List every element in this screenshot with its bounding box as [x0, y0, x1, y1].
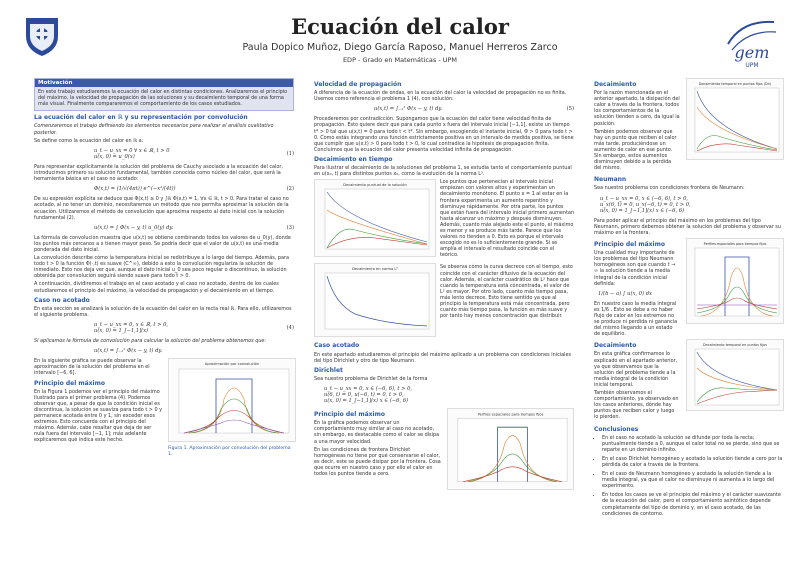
paragraph: Comenzaremos el trabajo definiendo los elementos necesarios para realizar el análisis cualitativo posterior.: [34, 123, 274, 136]
paragraph: Por la razón mencionada en el anterior apartado, la disipación del calor a través de la frontera, todos los comportamientos de la solución tienden a cero, da igual la posición.: [594, 90, 680, 127]
paragraph: En esta gráfica confirmamos lo explicado en el apartado anterior, ya que observamos que la solución del problema tiende a la media integral de la condición inicial temporal.: [594, 351, 678, 388]
subheading-max-principle: Principio del máximo: [34, 379, 105, 387]
dirichlet-row: [314, 408, 574, 490]
paragraph: De su expresión explícita se deduce que Φ(x,t) ≥ 0 y ∫ℝ Φ(x,t) = 1, ∀x ∈ ℝ, t > 0. Para tratar el caso no acotado, al no tener un dominio, necesitaremos un método que nos permita aproximar la solución de la ecuación. Utilizaremos el método de convolución que aproxima respecto al dato inicial con la solución fundamental (2).: [34, 196, 289, 221]
poster-authors: Paula Dopico Muñoz, Diego García Raposo, Manuel Herreros Zarco: [242, 42, 558, 53]
equation-1: u_t − u_xx = 0 ∀ x ∈ ℝ, t > 0 u(x, 0) = u_0(x) (1): [94, 147, 294, 160]
figure-7-neumann-decay: [686, 339, 784, 411]
paragraph: En nuestro caso la media integral es 1/6 . Esto se debe a no haber flujo de calor en los extremos no se produce ni perdida ni ganancia del mismo llegando a un estado de equilibrio.: [594, 300, 678, 338]
dirichlet-decay-row: [594, 78, 784, 173]
equation-2: Φ(x,t) = (1/√(4πt)) e^(−x²/(4t)) (2): [94, 186, 294, 193]
max-principle-row: [34, 358, 294, 458]
paragraph: En la Figura 1 podemos ver el principio del máximo ilustrado para el primer problema (4). Podemos observar que, a pesar de que la condición inicial es discontinua, la solución se suaviza para todo t > 0 y permanece acotada entre 0 y 1, sin exceder esos extremos. Esto concuerda con el principio del máximo. Además, cabe resaltar que deja de ser nula fuera del intervalo [−1, 1]; más adelante explicaremos qué indica este hecho.: [34, 388, 163, 444]
neumann-decay-row: [594, 339, 784, 422]
svg-text:Aproximación por convolución: Aproximación por convolución: [204, 362, 260, 367]
equation-6: u(x,t) = ∫₋₁¹ Φ(x − y, t) dy. (5): [374, 106, 574, 113]
subheading-dirichlet: Dirichlet: [314, 366, 343, 374]
neumann-row: [594, 238, 784, 339]
paragraph: Se observa cómo la curva decrece con el tiempo, esto coincide con el carácter difusivo de la ecuación del calor. Además, el carácter cuadrático de L² hace que cuando la temperatura está concentrada, el valor de L² es mayor. Por otro lado, cuanto más tiempo pasa, más lento decrece. Esto tiene sentido ya que al principio la temperatura está más concentrada, pero cuanto más tiempo pasa, la función es más suave y por tanto hay menos concentración que distribuir.: [440, 264, 573, 320]
paragraph: En esta sección se analizará la solución de la ecuación del calor en la recta real ℝ. Para ello, utilizaremos el siguiente problema.: [34, 305, 292, 318]
svg-text:UPM: UPM: [745, 62, 759, 69]
paragraph: Se define como la ecuación del calor en ℝ a:: [34, 137, 144, 144]
svg-text:gem: gem: [734, 43, 770, 62]
column-middle: [314, 78, 574, 490]
figure-1-caption: Figura 1. Aproximación por convolución del problema 1.: [168, 446, 291, 458]
figure-1-convolution-plot: [168, 358, 296, 442]
motivation-box: [34, 78, 294, 111]
motivation-text: En este trabajo estudiaremos la ecuación del calor en distintas condiciones. Analizaremos el principio del máximo, la velocidad de propagación de las soluciones y su decaimiento temporal de una forma más visual. Finalmente compararemos el comportamiento de los casos estudiados.: [38, 89, 288, 108]
figure-5-dirichlet-decay: [686, 78, 784, 160]
list-item: • En el caso no acotado la solución se difunde por toda la recta; puntualmente tiende a 0, aunque el calor total no se pierde, sino que se reparte en un dominio infinito.: [602, 435, 784, 453]
gem-upm-logo: [722, 14, 782, 70]
subheading-decay: Decaimiento: [594, 342, 637, 350]
list-item: • En todos los casos se ve el principio del máximo y el carácter suavizante de la ecuación del calor, pero el comportamiento asintótico depende completamente del tipo de dominio y, en el caso acotado, de las condiciones de contorno.: [602, 492, 784, 516]
svg-text:Decaimiento en norma L²: Decaimiento en norma L²: [352, 267, 398, 272]
svg-text:Decaimiento temporal en puntos: Decaimiento temporal en puntos fijos (Dir): [698, 82, 772, 86]
paragraph: Sea nuestro problema con condiciones frontera de Neumann:: [594, 185, 745, 192]
section-heading-propagation-speed: Velocidad de propagación: [314, 81, 402, 88]
paragraph: También observamos el comportamiento, ya observado en los casos anteriores, dónde hay puntos que reciben calor y luego lo pierden.: [594, 390, 679, 421]
motivation-heading: Motivación: [35, 79, 293, 87]
poster-affiliation: EDP - Grado en Matemáticas - UPM: [342, 56, 458, 64]
equation-4: u_t − u_xx = 0, x ∈ ℝ, t > 0, u(x, 0) = 1_[−1,1](x) (4): [94, 321, 294, 334]
equation-3: u(x,t) = ∫ Φ(x − y, t) u_0(y) dy. (3): [94, 224, 294, 231]
paragraph: Sea nuestro problema de Dirichlet de la forma: [314, 375, 428, 382]
svg-text:Perfiles espaciales para tiemp: Perfiles espaciales para tiempos fijos: [477, 412, 544, 417]
paragraph: La convolución describe cómo la temperatura inicial se redistribuye a lo largo del tiempo. Además, para todo t > 0 la función Φ(·,t) es suave (C^∞), debido a esto la convolución regulariza la solución de inmediato. Esto nos deja ver que, aunque el dato inicial u_0 sea poco regular o discontinuo, la solución obtenida por convolución seguirá siendo suave para todo t > 0.: [34, 255, 290, 280]
column-left: [34, 78, 294, 459]
subheading-neumann: Neumann: [594, 176, 627, 184]
column-right: [594, 78, 784, 520]
list-item: • En el caso Dirichlet homogéneo y acotado la solución tiende a cero por la pérdida de calor a través de la frontera.: [602, 456, 784, 468]
subheading-decay: Decaimiento: [594, 81, 637, 88]
equation-9: 1/(b − a) ∫ u(x, 0) dx: [598, 290, 652, 297]
poster-title: Ecuación del calor: [291, 14, 509, 39]
paragraph: La fórmula de convolución muestra que u(x,t) se obtiene combinando todos los valores de u_0(y), donde los puntos más cercanos a x tienen mayor peso. Se podría decir que el valor de u(x,t) es una media ponderada del dato inicial.: [34, 234, 291, 253]
paragraph: En la siguiente gráfica se puede observar la aproximación de la solución del problema en el intervalo [−6, 6].: [34, 358, 150, 377]
paragraph: En este apartado estudiaremos el principio del máximo aplicado a un problema con condiciones iniciales del tipo Dirichlet y otro de tipo Neumann.: [314, 351, 572, 364]
paragraph: Para poder aplicar el principio del máximo en los problemas del tipo Neumann, primero debemos obtener la solución del problema y observar su máximo en la frontera.: [594, 217, 781, 236]
paragraph: En las condiciones de frontera Dirichlet homogéneas no tiene por qué conservarse el calor, es decir, este se puede disipar por la frontera. Cosa que ocurre en nuestro caso y por ello el calor en todos los puntos tiende a cero.: [314, 446, 441, 477]
svg-text:Perfiles espaciales para tiemp: Perfiles espaciales para tiempos fijos: [703, 242, 767, 247]
section-heading-bounded: Caso acotado: [314, 342, 360, 350]
paragraph: También podemos observar que hay un punto que reciben el calor más tarde, produciéndose un aumento de calor en ese punto. Sin embargo, estos aumentos disminuyen debido a la pérdida del mismo.: [594, 128, 677, 172]
paragraph: Para ilustrar el decaimiento de la soluciones del problema 1, se estudia tanto el comportamiento puntual en u(x₀, t) para distintos puntos x₀, como la evolución de la norma L².: [314, 165, 572, 178]
paragraph: A diferencia de la ecuación de ondas, en la ecuación del calor la velocidad de propagación no es finita. Usemos como referencia el problema 1 (4), con solución:: [314, 90, 567, 103]
list-item: • En el caso de Neumann homogéneo y acotado la solución tiende a la media integral, ya que el calor no disminuye ni aumenta a lo largo del experimento.: [602, 471, 784, 489]
svg-text:Decaimiento puntual de la solu: Decaimiento puntual de la solución: [343, 183, 407, 188]
section-heading-heat-equation: La ecuación del calor en ℝ y su representación por convolución: [34, 114, 248, 122]
paragraph: A continuación, dividiremos el trabajo en el caso acotado y el caso no acotado, dentro de los cuales estudiaremos el principio del máximo, la velocidad de propagación y el decaimiento en el tiempo.: [34, 281, 279, 294]
paragraph: En la gráfica podemos observar un comportamiento muy similar al caso no acotado, sin embargo, es destacable como el calor se disipa a una mayor velocidad.: [314, 420, 440, 445]
section-heading-conclusions: Conclusiones: [594, 425, 639, 433]
section-heading-unbounded: Caso no acotado: [34, 296, 90, 304]
figure-3-l2-norm-decay: [314, 263, 436, 337]
paragraph: Si aplicamos la fórmula de convolución para calcular la solución del problema obtenemos que:: [34, 338, 267, 345]
equation-7: u_t − u_xx = 0, x ∈ (−6, 6), t > 0, u(6, t) = 0, u(−6, t) = 0, t > 0, u(x, 0) = 1_[−1,1](x) x ∈ (−6, 6): [324, 385, 413, 405]
subheading-max-principle: Principio del máximo: [594, 241, 665, 249]
paragraph: Los puntos que pertenecían al intervalo inicial empiezan con valores altos y experimentan un decaimiento monótono. El punto x = 1 al estar en la frontera experimenta un aumento repentino y disminuye rápidamente. Por otra parte, los puntos que están fuera del intervalo inicial primero aumentan hasta alcanzar un máximo y después disminuyen. Además, cuanto más alejado este el punto, el máximo es menor y se produce más tarde. Parece que los valores no tienden a 0. Esto es porque el intervalo escogido no es lo suficientemente grande. Si se amplía el intervalo el resultado coincide con el teórico.: [440, 179, 574, 259]
svg-text:Decaimiento temporal en puntos: Decaimiento temporal en puntos fijos: [703, 343, 767, 348]
figure-6-neumann-profiles: [686, 238, 784, 324]
paragraph: Procederemos por contradicción. Supongamos que la ecuación del calor tiene velocidad finita de propagación. Esto quiere decir que para cada punto x fuera del intervalo inicial [−1,1], existe un tiempo t* > 0 tal que u(x,t) = 0 para todo t < t*. Sin embargo, escogiendo el instante inicial, Φ > 0 para todo t > 0. Como estás integrando una función estrictamente positiva en un intervalo de medida positiva, se tiene que cumplir que u(x,t) > 0 para todo t > 0, lo cual contradice la hipótesis de propagación finita. Concluimos que la ecuación del calor presenta velocidad infinita de propagación.: [314, 116, 574, 153]
subheading-max-principle: Principio del máximo: [314, 411, 385, 419]
decay-row: [314, 179, 574, 339]
figure-2-pointwise-decay: [314, 179, 436, 257]
section-heading-time-decay: Decaimiento en tiempo: [314, 155, 393, 163]
figure-4-dirichlet-profiles: [447, 408, 574, 490]
equation-5: u(x,t) = ∫₋₁¹ Φ(x − y, t) dy.: [94, 348, 163, 355]
paragraph: Una cualidad muy importante de los problemas del tipo Neumann homogéneos son que cuando t → ∞ la solución tiende a la media integral de la condición inicial definida:: [594, 250, 676, 287]
conclusions-list: [594, 435, 784, 517]
paragraph: Para representar explícitamente la solución del problema de Cauchy asociado a la ecuación del calor, introducimos primero su solución fundamental, también conocida como núcleo del calor, que será la herramienta básica en el caso no acotado:: [34, 163, 283, 183]
equation-8: u_t − u_xx = 0, x ∈ (−6, 6), t > 0, u_x(6, t) = 0, u_x(−6, t) = 0, t > 0, u(x, 0) = 1_[−1,1](x) x ∈ (−6, 6): [600, 195, 691, 214]
